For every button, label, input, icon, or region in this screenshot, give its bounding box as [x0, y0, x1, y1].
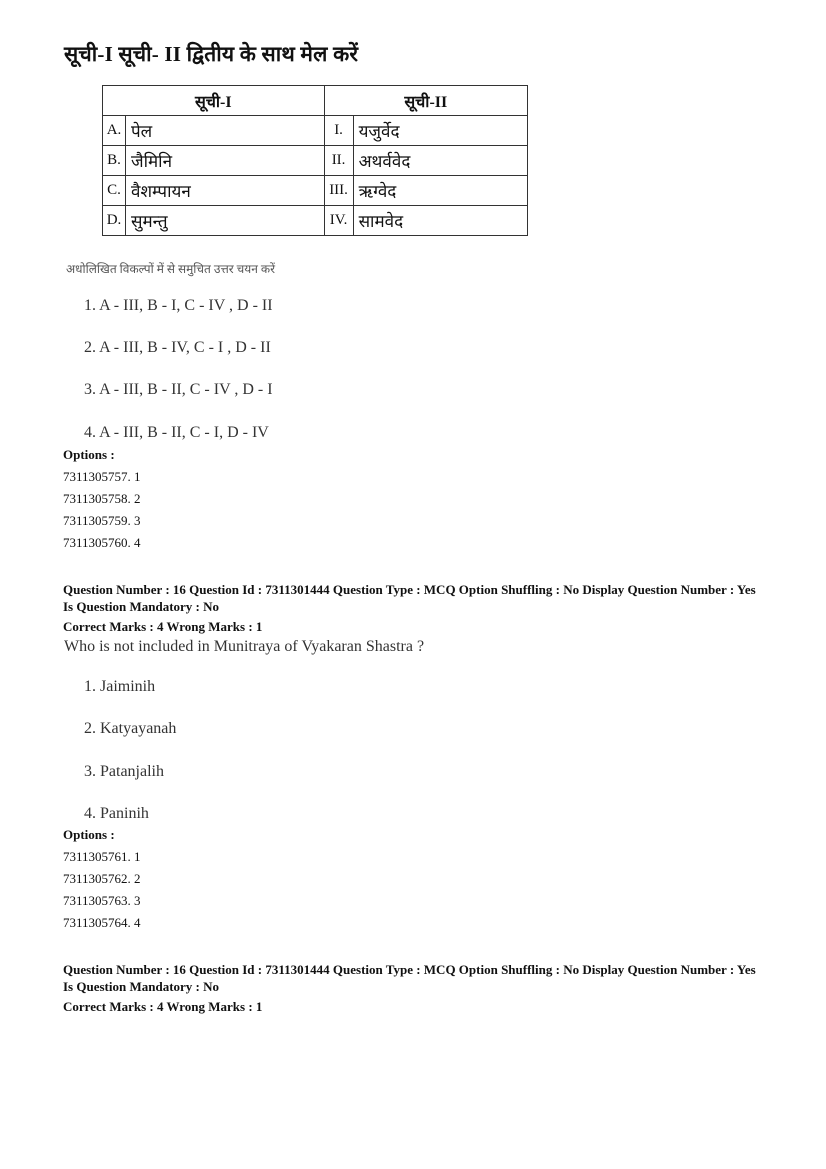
option-id: 7311305764. 4 — [63, 915, 141, 930]
question-meta: Question Number : 16 Question Id : 7311301444 Question Type : MCQ Option Shuffling : No Display Question Number : Yes Is Question Mandatory : No — [63, 962, 756, 994]
table-row — [103, 146, 528, 176]
table-row — [103, 116, 528, 146]
row-label-i: I. — [324, 116, 353, 146]
option-id: 7311305763. 3 — [63, 893, 141, 908]
table-row — [103, 176, 528, 206]
row-label-iii: III. — [324, 176, 353, 206]
row-label-c: C. — [103, 176, 126, 206]
answer-choice-2: 2. A - III, B - IV, C - I , D - II — [84, 339, 271, 356]
row-label-b: B. — [103, 146, 126, 176]
option-id: 7311305761. 1 — [63, 849, 141, 864]
option-id: 7311305759. 3 — [63, 513, 141, 528]
question-heading: सूची-I सूची- II द्वितीय के साथ मेल करें — [64, 42, 359, 66]
list1-item: जैमिनि — [126, 146, 325, 176]
option-id: 7311305762. 2 — [63, 871, 141, 886]
answer-choice-1: 1. A - III, B - I, C - IV , D - II — [84, 297, 273, 314]
answer-choice-3: 3. Patanjalih — [84, 763, 164, 780]
instruction-text: अधोलिखित विकल्पों में से समुचित उत्तर चयन करें — [66, 262, 276, 276]
question-meta: Question Number : 16 Question Id : 7311301444 Question Type : MCQ Option Shuffling : No Display Question Number : Yes Is Question Mandatory : No — [63, 582, 756, 614]
list2-item: ऋग्वेद — [353, 176, 527, 206]
question-marks: Correct Marks : 4 Wrong Marks : 1 — [63, 619, 263, 634]
list1-item: सुमन्तु — [126, 206, 325, 236]
options-label: Options : — [63, 827, 115, 842]
question-text: Who is not included in Munitraya of Vyakaran Shastra ? — [64, 638, 425, 655]
matching-table — [102, 85, 528, 236]
answer-choice-2: 2. Katyayanah — [84, 720, 177, 737]
option-id: 7311305758. 2 — [63, 491, 141, 506]
answer-choice-1: 1. Jaiminih — [84, 678, 156, 695]
list2-item: यजुर्वेद — [353, 116, 527, 146]
row-label-ii: II. — [324, 146, 353, 176]
answer-choice-3: 3. A - III, B - II, C - IV , D - I — [84, 381, 273, 398]
column-header-list1: सूची-I — [103, 86, 325, 116]
table-row — [103, 206, 528, 236]
option-id: 7311305757. 1 — [63, 469, 141, 484]
list1-item: वैशम्पायन — [126, 176, 325, 206]
question-marks: Correct Marks : 4 Wrong Marks : 1 — [63, 999, 263, 1014]
row-label-iv: IV. — [324, 206, 353, 236]
row-label-d: D. — [103, 206, 126, 236]
row-label-a: A. — [103, 116, 126, 146]
list1-item: पेल — [126, 116, 325, 146]
list2-item: अथर्ववेद — [353, 146, 527, 176]
answer-choice-4: 4. A - III, B - II, C - I, D - IV — [84, 424, 269, 441]
option-id: 7311305760. 4 — [63, 535, 141, 550]
table-header-row — [103, 86, 528, 116]
options-label: Options : — [63, 447, 115, 462]
column-header-list2: सूची-II — [324, 86, 527, 116]
list2-item: सामवेद — [353, 206, 527, 236]
answer-choice-4: 4. Paninih — [84, 805, 149, 822]
